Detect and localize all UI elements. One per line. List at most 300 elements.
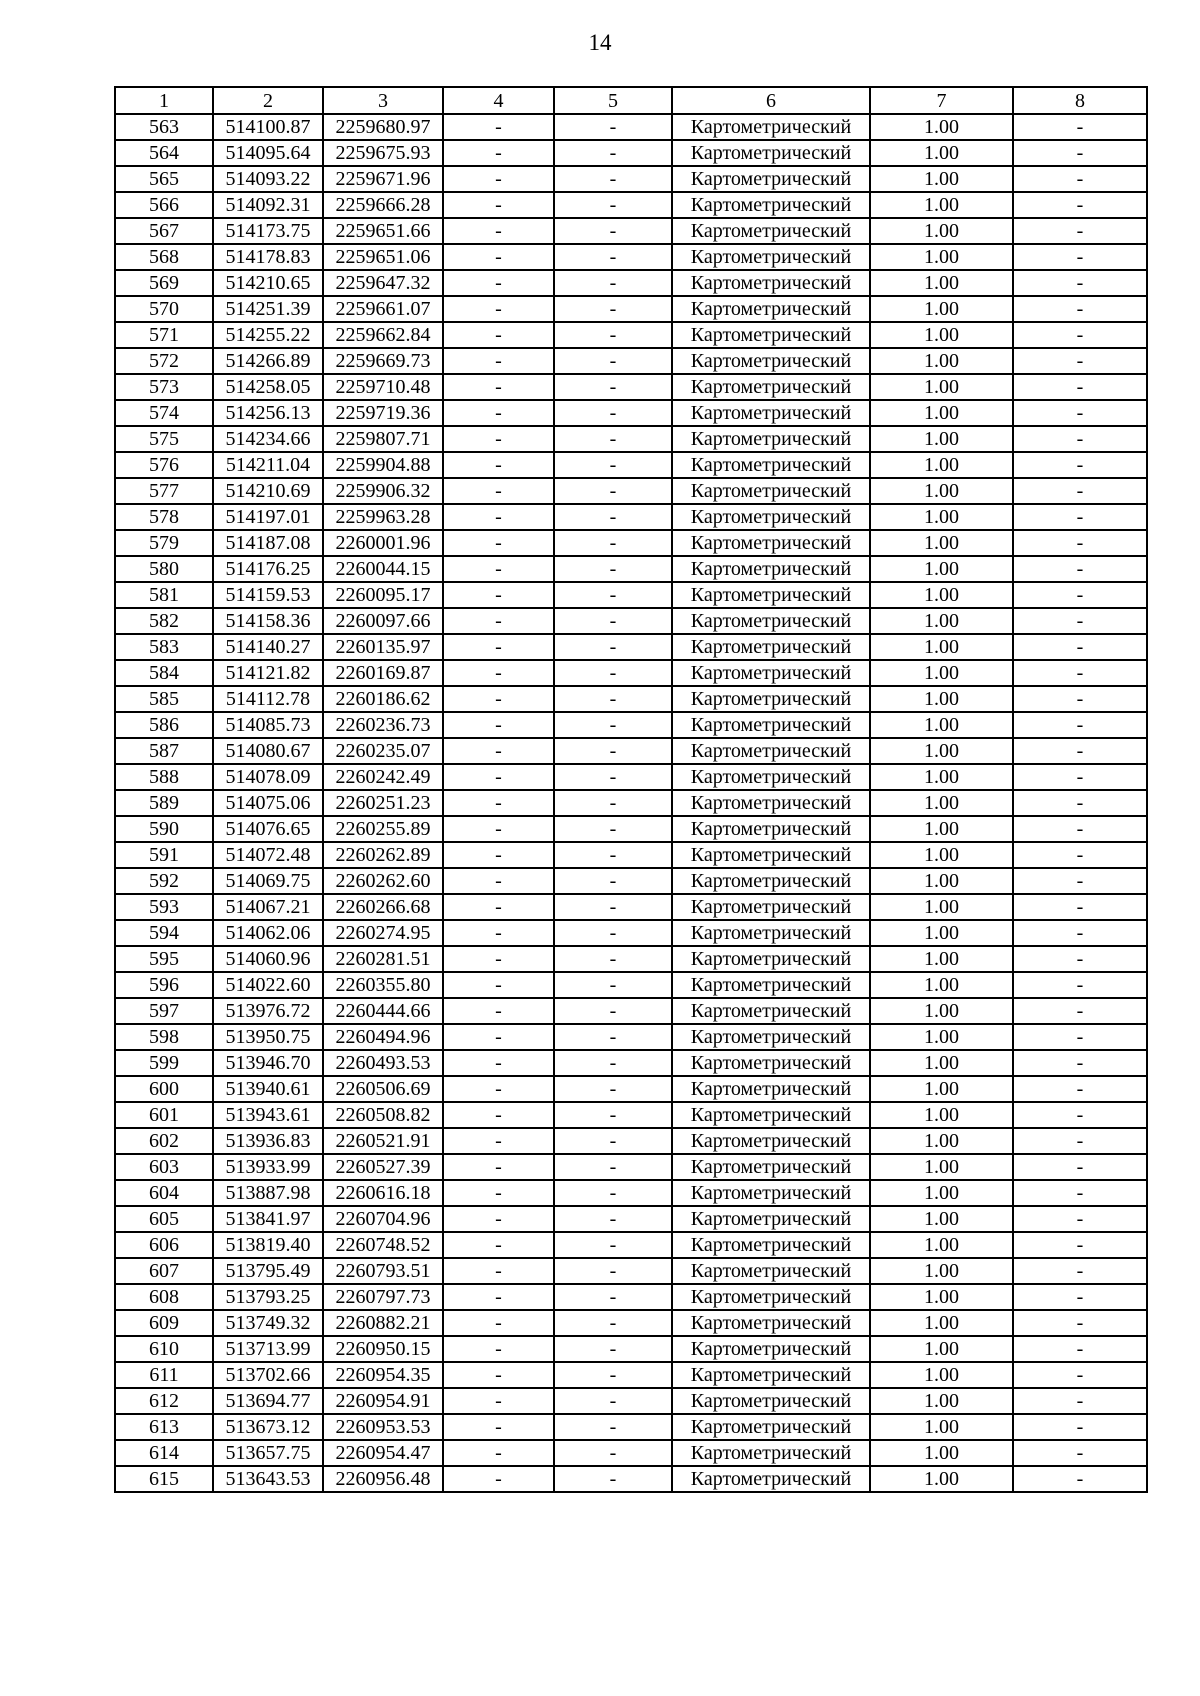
cell-accuracy: 1.00: [870, 608, 1013, 634]
cell-col-8: -: [1013, 1336, 1147, 1362]
cell-col-4: -: [443, 790, 554, 816]
cell-point-number: 591: [115, 842, 213, 868]
cell-col-5: -: [554, 790, 672, 816]
cell-accuracy: 1.00: [870, 530, 1013, 556]
cell-col-4: -: [443, 1310, 554, 1336]
cell-method: Картометрический: [672, 1024, 870, 1050]
cell-col-8: -: [1013, 1284, 1147, 1310]
cell-coordinate-y: 2259666.28: [323, 192, 443, 218]
cell-col-5: -: [554, 1336, 672, 1362]
table-row: [115, 764, 1147, 790]
table-row: [115, 1128, 1147, 1154]
cell-col-4: -: [443, 1466, 554, 1492]
cell-point-number: 613: [115, 1414, 213, 1440]
cell-col-5: -: [554, 712, 672, 738]
cell-col-4: -: [443, 1284, 554, 1310]
cell-col-4: -: [443, 634, 554, 660]
cell-point-number: 609: [115, 1310, 213, 1336]
cell-method: Картометрический: [672, 192, 870, 218]
cell-coordinate-x: 513950.75: [213, 1024, 323, 1050]
table-row: [115, 374, 1147, 400]
cell-col-4: -: [443, 296, 554, 322]
cell-point-number: 610: [115, 1336, 213, 1362]
cell-coordinate-x: 513643.53: [213, 1466, 323, 1492]
table-row: [115, 400, 1147, 426]
cell-coordinate-y: 2260954.35: [323, 1362, 443, 1388]
cell-col-4: -: [443, 426, 554, 452]
table-row: [115, 166, 1147, 192]
coordinates-table: [114, 86, 1148, 1493]
table-row: [115, 1362, 1147, 1388]
cell-coordinate-x: 514060.96: [213, 946, 323, 972]
cell-point-number: 572: [115, 348, 213, 374]
cell-accuracy: 1.00: [870, 166, 1013, 192]
cell-point-number: 584: [115, 660, 213, 686]
cell-method: Картометрический: [672, 140, 870, 166]
table-row: [115, 790, 1147, 816]
cell-col-5: -: [554, 608, 672, 634]
cell-col-5: -: [554, 140, 672, 166]
cell-method: Картометрический: [672, 296, 870, 322]
cell-method: Картометрический: [672, 244, 870, 270]
cell-col-5: -: [554, 764, 672, 790]
cell-col-8: -: [1013, 1128, 1147, 1154]
cell-col-5: -: [554, 946, 672, 972]
cell-col-4: -: [443, 764, 554, 790]
cell-coordinate-x: 514210.65: [213, 270, 323, 296]
cell-method: Картометрический: [672, 426, 870, 452]
table-row: [115, 920, 1147, 946]
cell-col-8: -: [1013, 426, 1147, 452]
table-row: [115, 1102, 1147, 1128]
cell-col-4: -: [443, 1128, 554, 1154]
cell-col-8: -: [1013, 140, 1147, 166]
table-row: [115, 582, 1147, 608]
cell-col-8: -: [1013, 1362, 1147, 1388]
cell-point-number: 593: [115, 894, 213, 920]
cell-method: Картометрический: [672, 1284, 870, 1310]
table-row: [115, 1232, 1147, 1258]
cell-point-number: 578: [115, 504, 213, 530]
cell-col-8: -: [1013, 1206, 1147, 1232]
cell-method: Картометрический: [672, 400, 870, 426]
cell-col-8: -: [1013, 582, 1147, 608]
cell-col-4: -: [443, 348, 554, 374]
cell-point-number: 568: [115, 244, 213, 270]
cell-col-8: -: [1013, 920, 1147, 946]
cell-coordinate-x: 513694.77: [213, 1388, 323, 1414]
cell-coordinate-y: 2259669.73: [323, 348, 443, 374]
cell-col-8: -: [1013, 270, 1147, 296]
cell-col-8: -: [1013, 504, 1147, 530]
cell-col-4: -: [443, 114, 554, 140]
cell-col-4: -: [443, 556, 554, 582]
table-row: [115, 738, 1147, 764]
cell-accuracy: 1.00: [870, 634, 1013, 660]
cell-accuracy: 1.00: [870, 140, 1013, 166]
cell-col-8: -: [1013, 1050, 1147, 1076]
cell-point-number: 583: [115, 634, 213, 660]
table-row: [115, 972, 1147, 998]
cell-accuracy: 1.00: [870, 1180, 1013, 1206]
cell-point-number: 573: [115, 374, 213, 400]
cell-accuracy: 1.00: [870, 738, 1013, 764]
page-number: 14: [588, 30, 612, 55]
cell-point-number: 598: [115, 1024, 213, 1050]
cell-method: Картометрический: [672, 1076, 870, 1102]
column-header: 5: [554, 87, 672, 114]
cell-col-4: -: [443, 530, 554, 556]
cell-col-5: -: [554, 296, 672, 322]
cell-col-5: -: [554, 660, 672, 686]
cell-point-number: 577: [115, 478, 213, 504]
cell-coordinate-y: 2260236.73: [323, 712, 443, 738]
cell-col-8: -: [1013, 1440, 1147, 1466]
cell-col-8: -: [1013, 608, 1147, 634]
cell-coordinate-y: 2260444.66: [323, 998, 443, 1024]
cell-col-5: -: [554, 478, 672, 504]
table-row: [115, 244, 1147, 270]
cell-coordinate-x: 514197.01: [213, 504, 323, 530]
cell-method: Картометрический: [672, 686, 870, 712]
cell-accuracy: 1.00: [870, 920, 1013, 946]
table-body: [115, 114, 1147, 1492]
cell-method: Картометрический: [672, 1414, 870, 1440]
cell-col-4: -: [443, 270, 554, 296]
cell-col-4: -: [443, 868, 554, 894]
cell-coordinate-x: 513713.99: [213, 1336, 323, 1362]
cell-coordinate-y: 2260493.53: [323, 1050, 443, 1076]
cell-point-number: 563: [115, 114, 213, 140]
cell-accuracy: 1.00: [870, 322, 1013, 348]
cell-col-8: -: [1013, 1466, 1147, 1492]
cell-method: Картометрический: [672, 738, 870, 764]
cell-col-4: -: [443, 608, 554, 634]
table-row: [115, 504, 1147, 530]
table-row: [115, 140, 1147, 166]
cell-coordinate-y: 2260797.73: [323, 1284, 443, 1310]
cell-coordinate-x: 513673.12: [213, 1414, 323, 1440]
cell-coordinate-y: 2260135.97: [323, 634, 443, 660]
cell-accuracy: 1.00: [870, 1128, 1013, 1154]
cell-point-number: 585: [115, 686, 213, 712]
cell-coordinate-y: 2259904.88: [323, 452, 443, 478]
cell-col-4: -: [443, 894, 554, 920]
cell-coordinate-x: 513933.99: [213, 1154, 323, 1180]
cell-point-number: 614: [115, 1440, 213, 1466]
cell-col-4: -: [443, 712, 554, 738]
header-row: [115, 87, 1147, 114]
cell-coordinate-y: 2259671.96: [323, 166, 443, 192]
cell-col-5: -: [554, 556, 672, 582]
cell-col-5: -: [554, 1466, 672, 1492]
cell-accuracy: 1.00: [870, 348, 1013, 374]
cell-coordinate-y: 2260956.48: [323, 1466, 443, 1492]
cell-method: Картометрический: [672, 1180, 870, 1206]
cell-col-8: -: [1013, 712, 1147, 738]
cell-coordinate-x: 514258.05: [213, 374, 323, 400]
table-row: [115, 1076, 1147, 1102]
cell-col-8: -: [1013, 296, 1147, 322]
cell-accuracy: 1.00: [870, 244, 1013, 270]
cell-coordinate-x: 513943.61: [213, 1102, 323, 1128]
cell-coordinate-x: 513795.49: [213, 1258, 323, 1284]
cell-point-number: 604: [115, 1180, 213, 1206]
cell-coordinate-x: 513749.32: [213, 1310, 323, 1336]
cell-method: Картометрический: [672, 504, 870, 530]
cell-point-number: 606: [115, 1232, 213, 1258]
cell-accuracy: 1.00: [870, 1102, 1013, 1128]
cell-col-8: -: [1013, 972, 1147, 998]
cell-col-5: -: [554, 374, 672, 400]
cell-coordinate-y: 2260882.21: [323, 1310, 443, 1336]
cell-method: Картометрический: [672, 998, 870, 1024]
cell-coordinate-x: 514159.53: [213, 582, 323, 608]
cell-point-number: 612: [115, 1388, 213, 1414]
cell-accuracy: 1.00: [870, 1466, 1013, 1492]
cell-col-4: -: [443, 582, 554, 608]
cell-col-8: -: [1013, 764, 1147, 790]
table-row: [115, 530, 1147, 556]
cell-coordinate-y: 2260044.15: [323, 556, 443, 582]
cell-coordinate-y: 2260953.53: [323, 1414, 443, 1440]
cell-accuracy: 1.00: [870, 1050, 1013, 1076]
cell-coordinate-y: 2260169.87: [323, 660, 443, 686]
cell-coordinate-y: 2259662.84: [323, 322, 443, 348]
table-row: [115, 1284, 1147, 1310]
cell-coordinate-x: 514140.27: [213, 634, 323, 660]
cell-method: Картометрический: [672, 894, 870, 920]
cell-point-number: 588: [115, 764, 213, 790]
cell-col-8: -: [1013, 686, 1147, 712]
cell-accuracy: 1.00: [870, 582, 1013, 608]
cell-col-8: -: [1013, 634, 1147, 660]
cell-coordinate-x: 513946.70: [213, 1050, 323, 1076]
table-row: [115, 322, 1147, 348]
cell-col-8: -: [1013, 1310, 1147, 1336]
cell-point-number: 595: [115, 946, 213, 972]
cell-col-5: -: [554, 114, 672, 140]
cell-method: Картометрический: [672, 842, 870, 868]
cell-col-8: -: [1013, 192, 1147, 218]
cell-col-4: -: [443, 322, 554, 348]
cell-method: Картометрический: [672, 1310, 870, 1336]
cell-point-number: 590: [115, 816, 213, 842]
cell-coordinate-x: 514075.06: [213, 790, 323, 816]
cell-accuracy: 1.00: [870, 426, 1013, 452]
cell-col-8: -: [1013, 452, 1147, 478]
table-row: [115, 842, 1147, 868]
cell-col-4: -: [443, 686, 554, 712]
cell-col-5: -: [554, 1388, 672, 1414]
cell-accuracy: 1.00: [870, 452, 1013, 478]
cell-point-number: 579: [115, 530, 213, 556]
cell-col-8: -: [1013, 400, 1147, 426]
cell-col-4: -: [443, 218, 554, 244]
cell-coordinate-y: 2259675.93: [323, 140, 443, 166]
cell-accuracy: 1.00: [870, 1440, 1013, 1466]
column-header: 3: [323, 87, 443, 114]
cell-col-5: -: [554, 166, 672, 192]
cell-accuracy: 1.00: [870, 1284, 1013, 1310]
cell-coordinate-y: 2260266.68: [323, 894, 443, 920]
cell-col-8: -: [1013, 1076, 1147, 1102]
table-row: [115, 192, 1147, 218]
table-row: [115, 1180, 1147, 1206]
cell-col-4: -: [443, 1232, 554, 1258]
cell-col-8: -: [1013, 1154, 1147, 1180]
cell-col-4: -: [443, 1076, 554, 1102]
cell-col-8: -: [1013, 114, 1147, 140]
cell-accuracy: 1.00: [870, 1076, 1013, 1102]
table-row: [115, 816, 1147, 842]
table-row: [115, 270, 1147, 296]
cell-col-4: -: [443, 972, 554, 998]
cell-point-number: 602: [115, 1128, 213, 1154]
cell-coordinate-y: 2259710.48: [323, 374, 443, 400]
cell-coordinate-x: 514256.13: [213, 400, 323, 426]
cell-col-5: -: [554, 842, 672, 868]
table-header: [115, 87, 1147, 114]
cell-col-4: -: [443, 400, 554, 426]
cell-col-5: -: [554, 1050, 672, 1076]
cell-col-4: -: [443, 920, 554, 946]
cell-method: Картометрический: [672, 322, 870, 348]
cell-coordinate-x: 514211.04: [213, 452, 323, 478]
cell-method: Картометрический: [672, 556, 870, 582]
cell-coordinate-y: 2260281.51: [323, 946, 443, 972]
cell-coordinate-y: 2260097.66: [323, 608, 443, 634]
cell-coordinate-x: 514072.48: [213, 842, 323, 868]
cell-coordinate-x: 514121.82: [213, 660, 323, 686]
cell-col-5: -: [554, 1128, 672, 1154]
cell-col-5: -: [554, 1102, 672, 1128]
cell-method: Картометрический: [672, 1362, 870, 1388]
cell-coordinate-y: 2260242.49: [323, 764, 443, 790]
cell-col-5: -: [554, 1024, 672, 1050]
cell-coordinate-x: 513793.25: [213, 1284, 323, 1310]
cell-coordinate-x: 514176.25: [213, 556, 323, 582]
cell-point-number: 580: [115, 556, 213, 582]
cell-col-8: -: [1013, 1414, 1147, 1440]
cell-method: Картометрический: [672, 1232, 870, 1258]
cell-col-5: -: [554, 1440, 672, 1466]
cell-method: Картометрический: [672, 712, 870, 738]
cell-point-number: 605: [115, 1206, 213, 1232]
cell-coordinate-x: 513702.66: [213, 1362, 323, 1388]
cell-accuracy: 1.00: [870, 816, 1013, 842]
table-row: [115, 1414, 1147, 1440]
cell-coordinate-y: 2260494.96: [323, 1024, 443, 1050]
table-row: [115, 348, 1147, 374]
cell-coordinate-y: 2260954.91: [323, 1388, 443, 1414]
column-header: 2: [213, 87, 323, 114]
table-row: [115, 868, 1147, 894]
table-row: [115, 894, 1147, 920]
cell-col-5: -: [554, 1310, 672, 1336]
cell-accuracy: 1.00: [870, 686, 1013, 712]
cell-coordinate-y: 2260262.60: [323, 868, 443, 894]
cell-coordinate-x: 513887.98: [213, 1180, 323, 1206]
cell-accuracy: 1.00: [870, 218, 1013, 244]
cell-method: Картометрический: [672, 1440, 870, 1466]
cell-accuracy: 1.00: [870, 894, 1013, 920]
cell-accuracy: 1.00: [870, 998, 1013, 1024]
column-header: 8: [1013, 87, 1147, 114]
cell-accuracy: 1.00: [870, 114, 1013, 140]
cell-coordinate-y: 2260095.17: [323, 582, 443, 608]
cell-col-5: -: [554, 1232, 672, 1258]
cell-method: Картометрический: [672, 972, 870, 998]
cell-coordinate-y: 2260950.15: [323, 1336, 443, 1362]
cell-coordinate-y: 2259719.36: [323, 400, 443, 426]
cell-coordinate-y: 2260793.51: [323, 1258, 443, 1284]
cell-accuracy: 1.00: [870, 1258, 1013, 1284]
cell-coordinate-y: 2260508.82: [323, 1102, 443, 1128]
cell-col-5: -: [554, 1180, 672, 1206]
cell-col-4: -: [443, 1362, 554, 1388]
cell-accuracy: 1.00: [870, 868, 1013, 894]
cell-accuracy: 1.00: [870, 1206, 1013, 1232]
cell-method: Картометрический: [672, 348, 870, 374]
cell-col-5: -: [554, 894, 672, 920]
cell-col-5: -: [554, 972, 672, 998]
cell-coordinate-y: 2260506.69: [323, 1076, 443, 1102]
cell-accuracy: 1.00: [870, 1336, 1013, 1362]
cell-coordinate-x: 513936.83: [213, 1128, 323, 1154]
table-row: [115, 1310, 1147, 1336]
cell-coordinate-y: 2260001.96: [323, 530, 443, 556]
cell-coordinate-y: 2260235.07: [323, 738, 443, 764]
table-row: [115, 712, 1147, 738]
cell-point-number: 599: [115, 1050, 213, 1076]
cell-coordinate-y: 2260255.89: [323, 816, 443, 842]
cell-accuracy: 1.00: [870, 270, 1013, 296]
table-row: [115, 608, 1147, 634]
table-row: [115, 1466, 1147, 1492]
cell-point-number: 594: [115, 920, 213, 946]
cell-col-4: -: [443, 1440, 554, 1466]
cell-col-4: -: [443, 1024, 554, 1050]
cell-method: Картометрический: [672, 634, 870, 660]
cell-col-8: -: [1013, 218, 1147, 244]
cell-col-4: -: [443, 816, 554, 842]
cell-coordinate-x: 514076.65: [213, 816, 323, 842]
cell-method: Картометрический: [672, 920, 870, 946]
table-row: [115, 998, 1147, 1024]
table-row: [115, 114, 1147, 140]
cell-coordinate-y: 2259807.71: [323, 426, 443, 452]
cell-col-5: -: [554, 322, 672, 348]
cell-accuracy: 1.00: [870, 400, 1013, 426]
cell-col-8: -: [1013, 1024, 1147, 1050]
cell-point-number: 603: [115, 1154, 213, 1180]
cell-coordinate-x: 514255.22: [213, 322, 323, 348]
cell-col-5: -: [554, 348, 672, 374]
cell-col-8: -: [1013, 166, 1147, 192]
cell-col-4: -: [443, 842, 554, 868]
cell-method: Картометрический: [672, 868, 870, 894]
cell-accuracy: 1.00: [870, 1024, 1013, 1050]
cell-accuracy: 1.00: [870, 1414, 1013, 1440]
cell-col-8: -: [1013, 1258, 1147, 1284]
cell-point-number: 569: [115, 270, 213, 296]
cell-accuracy: 1.00: [870, 374, 1013, 400]
cell-point-number: 586: [115, 712, 213, 738]
cell-coordinate-y: 2260251.23: [323, 790, 443, 816]
cell-accuracy: 1.00: [870, 1154, 1013, 1180]
cell-coordinate-y: 2259906.32: [323, 478, 443, 504]
